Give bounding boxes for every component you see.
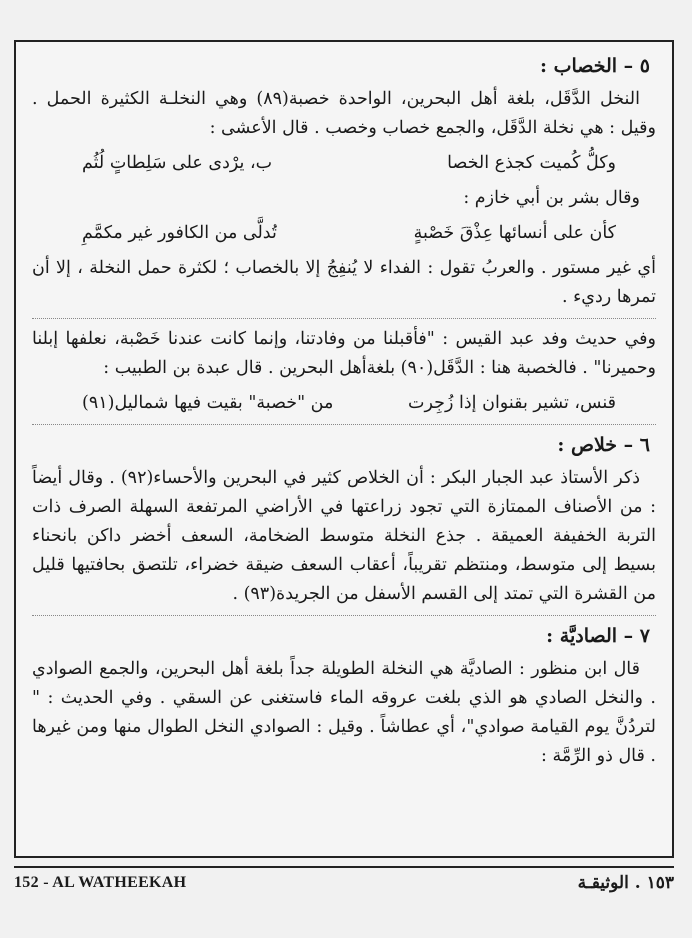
divider (32, 424, 656, 425)
page-footer (14, 866, 674, 898)
footer-page-label-english: 152 - AL WATHEEKAH (14, 874, 187, 891)
paragraph: أي غير مستور . والعربُ تقول : الفداء لا يُنفِجُ إلا بالخصاب ؛ لكثرة حمل النخلة ، إلا أن تمرها رديء . (32, 258, 656, 307)
verse-first-hemistich: كأن على أنسائها عِذْقَ خَصْبةٍ (413, 223, 616, 243)
paragraph: وفي حديث وفد عبد القيس : "فأقبلنا من وفادتنا، وإنما كانت عندنا خَصْبة، نعلفها إبلنا وحميرنا" . فالخصبة هنا : الدَّقَل(٩٠) بلغةأهل البحرين . قال عبدة بن الطبيب : (32, 329, 656, 378)
section-heading-sadiya: ٧ – الصاديَّة : (546, 625, 650, 647)
poem-verse (82, 389, 616, 418)
paragraph: النخل الدَّقَل، بلغة أهل البحرين، الواحدة خصبة(٨٩) وهي النخلـة الكثيرة الحمل . وقيل : هي نخلة الدَّقَل، والجمع خصاب وخصب . قال الأعشى : (32, 89, 656, 138)
page-frame (14, 40, 674, 858)
paragraph: ذكر الأستاذ عبد الجبار البكر : أن الخلاص كثير في البحرين والأحساء(٩٢) . وقال أيضاً : من الأصناف الممتازة التي تجود زراعتها في الأراضي المرتفعة السهلة الصرف ذات التربة الخفيفة العميقة . جذع النخلة متوسط الضخامة، السعف أخضر داكن بانحناء بسيط إلى متوسط، ومنتظم تقريباً، أعقاب السعف ضيقة خضراء، تلتصق بحافتيها قليل من القشرة التي تمتد إلى القسم الأسفل من الجريدة(٩٣) . (32, 468, 656, 604)
divider (32, 615, 656, 616)
verse-first-hemistich: قنس، تشير بقنوان إذا زُجِرت (408, 393, 616, 413)
verse-second-hemistich: تُدلَّى من الكافور غير مكمَّمِ (82, 223, 277, 243)
section-heading-khisab: ٥ – الخصاب : (539, 55, 650, 77)
poem-verse (82, 219, 616, 248)
poem-verse (82, 149, 616, 178)
verse-second-hemistich: ب، يرْدى على سَلِطاتٍ لُثُم (82, 153, 273, 173)
verse-second-hemistich: من "خصبة" بقيت فيها شماليل(٩١) (82, 393, 334, 413)
verse-first-hemistich: وكلُّ كُميت كجذع الخصا (447, 153, 616, 173)
footer-page-label-arabic: ١٥٣ . الوثيقـة (577, 873, 674, 893)
paragraph: قال ابن منظور : الصاديَّة هي النخلة الطويلة جداً بلغة أهل البحرين، والجمع الصوادي . والنخل الصادي هو الذي بلغت عروقه الماء فاستغنى عن السقي . وفي الحديث : " لتردُنَّ يوم القيامة صوادي"، أي عطاشاً . وقيل : الصوادي النخل الطوال منها ومن غيرها . قال ذو الرِّمَّة : (32, 659, 656, 766)
divider (32, 318, 656, 319)
section-heading-khalas: ٦ – خلاص : (557, 434, 650, 456)
paragraph: وقال بشر بن أبي خازم : (463, 188, 640, 208)
page-content (32, 52, 656, 846)
